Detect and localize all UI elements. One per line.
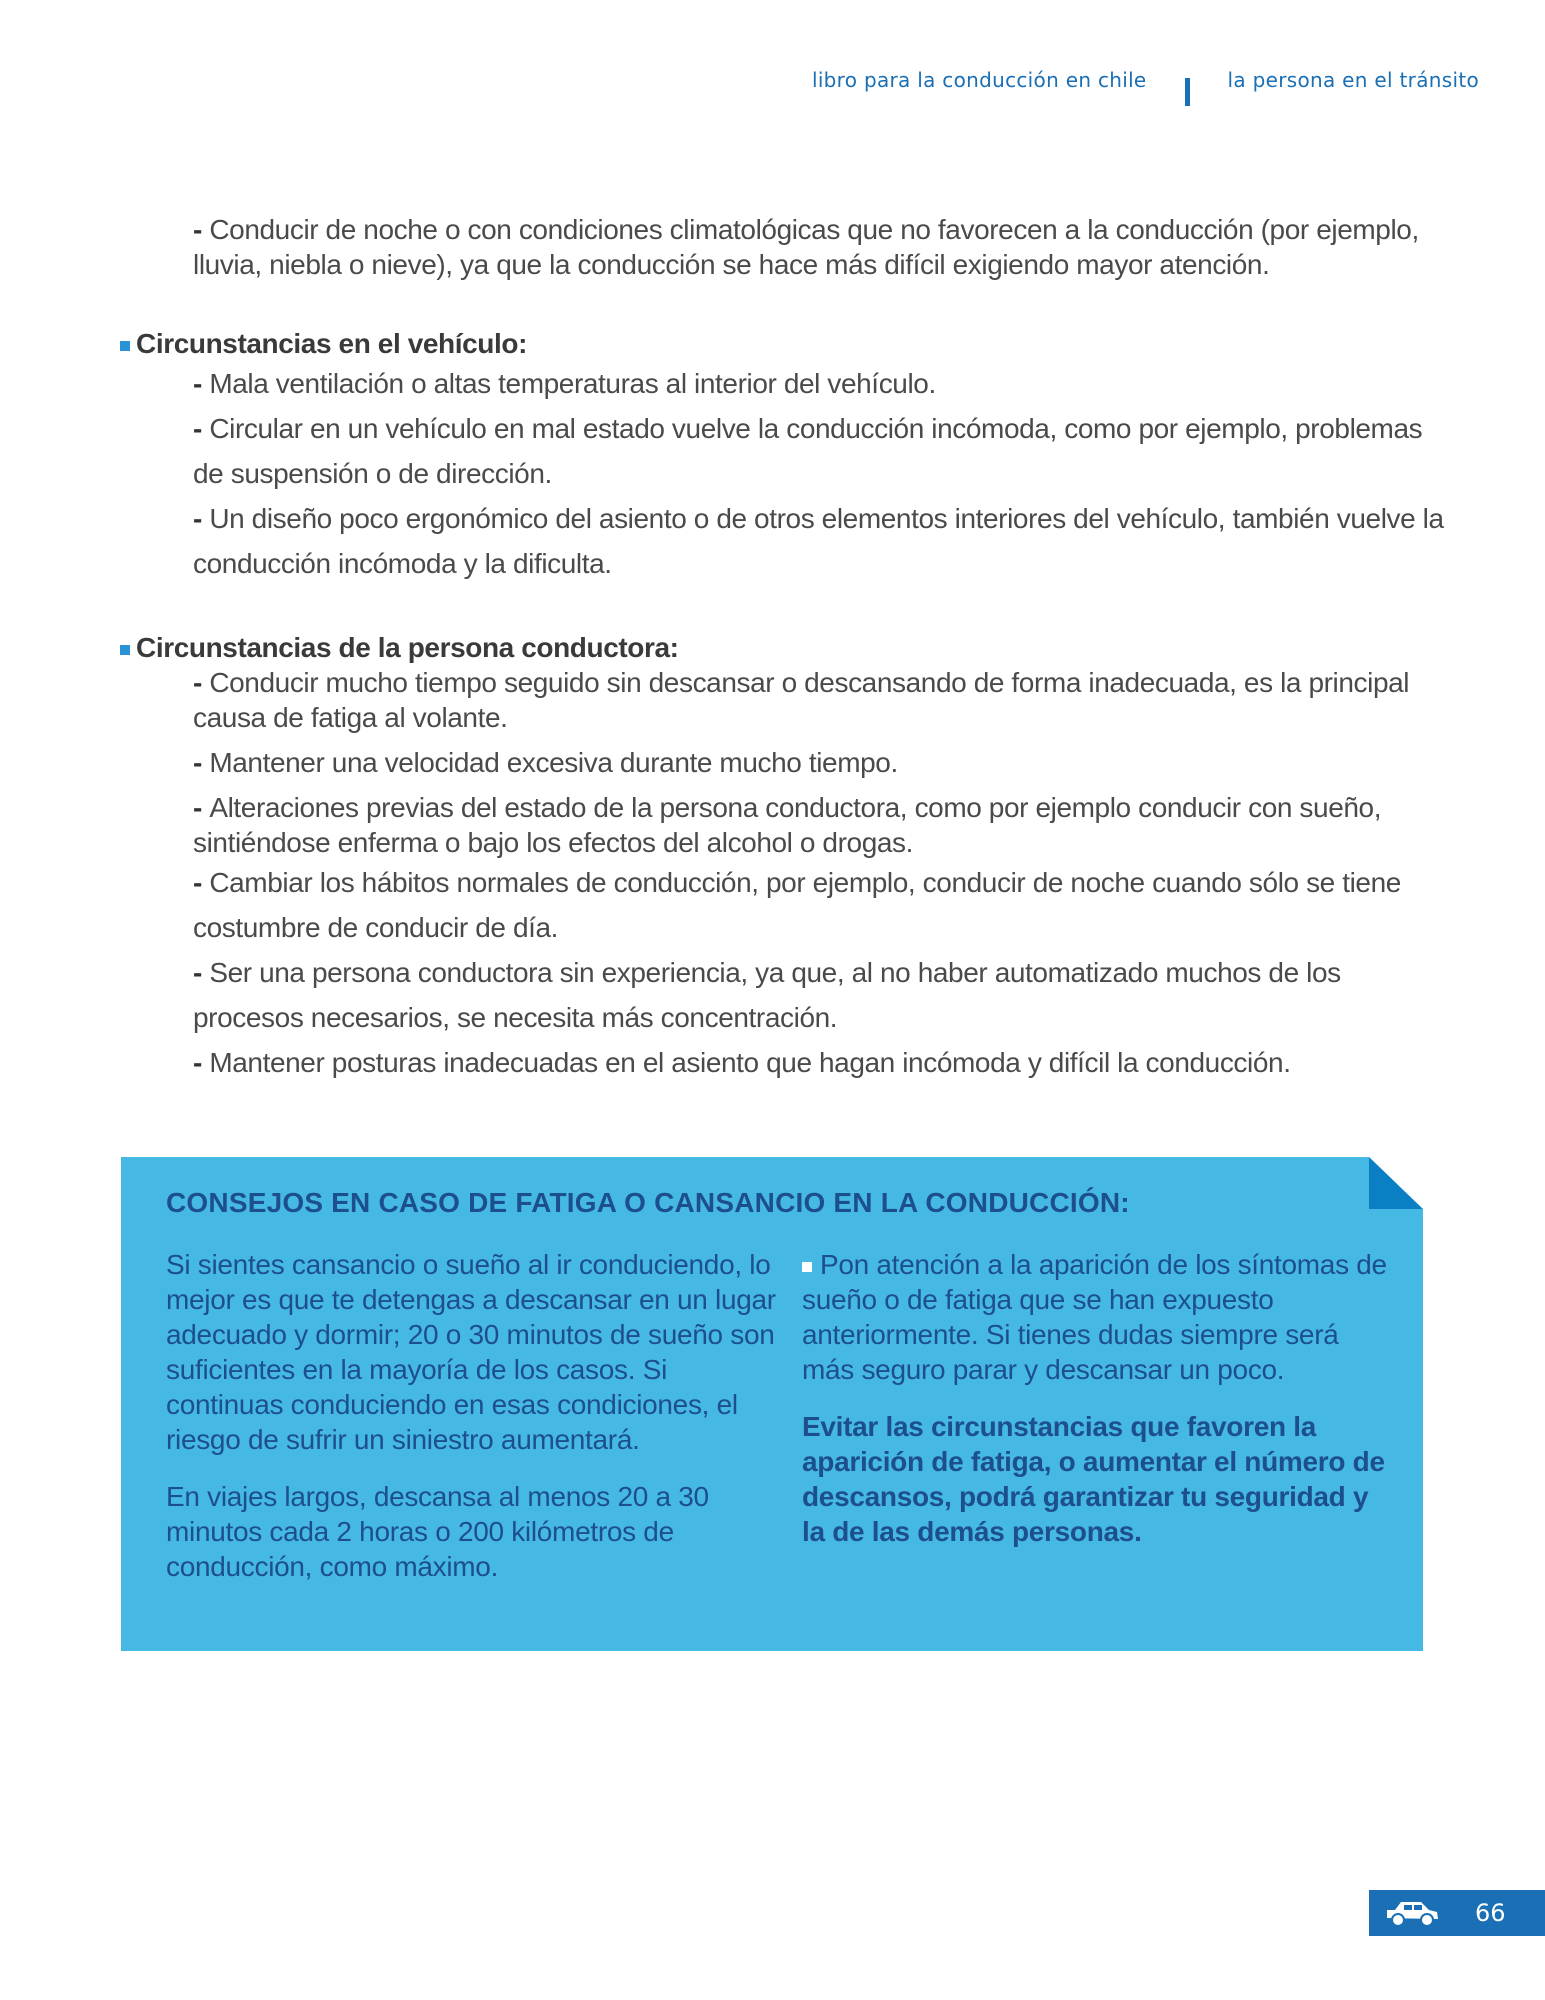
list-item: - Un diseño poco ergonómico del asiento o de otros elementos interiores del vehículo, también vuelve la conducción incómoda y la dificulta. — [193, 503, 1444, 579]
tip-paragraph: En viajes largos, descansa al menos 20 a 30 minutos cada 2 horas o 200 kilómetros de conducción, como máximo. — [166, 1481, 709, 1582]
tip-paragraph: Si sientes cansancio o sueño al ir conduciendo, lo mejor es que te detengas a descansar en un lugar adecuado y dormir; 20 o 30 minutos de sueño son suficientes en la mayoría de los casos. Si continuas conduciendo en esas condiciones, el riesgo de sufrir un siniestro aumentará. — [166, 1249, 776, 1455]
list-item: - Ser una persona conductora sin experiencia, ya que, al no haber automatizado muchos de los procesos necesarios, se necesita más concentración. — [193, 957, 1341, 1033]
square-bullet-icon — [120, 341, 130, 351]
book-title: libro para la conducción en chile — [811, 68, 1147, 92]
list-item: - Mala ventilación o altas temperaturas al interior del vehículo. — [193, 368, 936, 399]
list-item: - Alteraciones previas del estado de la persona conductora, como por ejemplo conducir con sueño, sintiéndose enferma o bajo los efectos del alcohol o drogas. — [193, 792, 1382, 858]
main-content — [120, 212, 1450, 1085]
list-item: - Cambiar los hábitos normales de conducción, por ejemplo, conducir de noche cuando sólo se tiene costumbre de conducir de día. — [193, 867, 1401, 943]
list-item: - Conducir mucho tiempo seguido sin descansar o descansando de forma inadecuada, es la principal causa de fatiga al volante. — [193, 667, 1410, 733]
page-number: 66 — [1475, 1899, 1506, 1927]
tips-box — [121, 1157, 1423, 1651]
vehicle-section-title — [120, 326, 1450, 361]
item-dash: - — [193, 214, 202, 245]
tips-right-column — [802, 1247, 1392, 1571]
list-item: - Mantener una velocidad excesiva durante mucho tiempo. — [193, 747, 898, 778]
list-item — [193, 212, 1450, 282]
chapter-title: la persona en el tránsito — [1227, 68, 1479, 92]
driver-list — [120, 665, 1450, 1085]
tip-paragraph: Pon atención a la aparición de los síntomas de sueño o de fatiga que se han expuesto anteriormente. Si tienes dudas siempre será más seguro parar y descansar un poco. — [802, 1249, 1387, 1385]
square-bullet-icon — [120, 645, 130, 655]
tips-title: CONSEJOS EN CASO DE FATIGA O CANSANCIO EN LA CONDUCCIÓN: — [166, 1187, 1130, 1218]
header-separator — [1185, 78, 1190, 106]
vehicle-list — [120, 361, 1450, 586]
page-header — [812, 68, 1479, 106]
page-number-badge — [1369, 1890, 1545, 1936]
section-title-text: Circunstancias en el vehículo: — [136, 328, 528, 359]
square-bullet-icon — [802, 1262, 812, 1272]
tips-left-column — [166, 1247, 786, 1606]
car-icon — [1383, 1898, 1441, 1928]
list-item: - Mantener posturas inadecuadas en el asiento que hagan incómoda y difícil la conducción. — [193, 1047, 1291, 1078]
corner-fold-icon — [1369, 1157, 1423, 1209]
item-text: Conducir de noche o con condiciones climatológicas que no favorecen a la conducción (por ejemplo, lluvia, niebla o nieve), ya que la conducción se hace más difícil exigiendo mayor atención. — [193, 214, 1419, 280]
tip-highlight: Evitar las circunstancias que favoren la aparición de fatiga, o aumentar el número de descansos, podrá garantizar tu seguridad y la de las demás personas. — [802, 1411, 1385, 1547]
driver-section-title — [120, 630, 1450, 665]
list-item: - Circular en un vehículo en mal estado vuelve la conducción incómoda, como por ejemplo, problemas de suspensión o de dirección. — [193, 413, 1423, 489]
section-title-text: Circunstancias de la persona conductora: — [136, 632, 679, 663]
